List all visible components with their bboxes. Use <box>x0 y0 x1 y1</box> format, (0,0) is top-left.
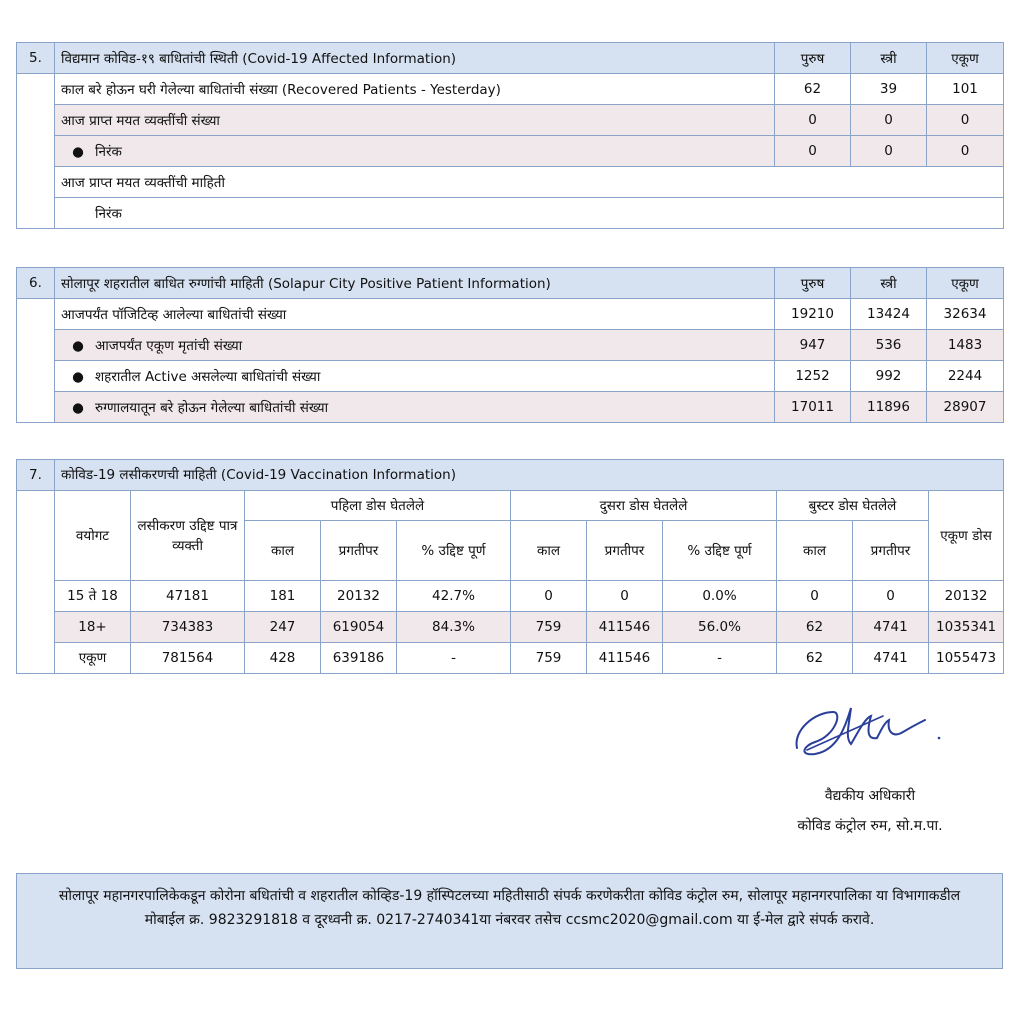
total-doses: 1035341 <box>929 612 1004 643</box>
col-progressive: प्रगतीपर <box>853 521 929 581</box>
col-total-doses: एकूण डोस <box>929 491 1004 581</box>
row-label: काल बरे होऊन घरी गेलेल्या बाधितांची संख्या (Recovered Patients - Yesterday) <box>55 74 775 105</box>
col-progressive: प्रगतीपर <box>321 521 397 581</box>
female-count: 11896 <box>851 392 927 423</box>
total-count: 1483 <box>927 330 1004 361</box>
row-label: रुग्णालयातून बरे होऊन गेलेल्या बाधितांची संख्या <box>95 400 329 416</box>
section-6-table <box>16 267 1004 423</box>
col-total: एकूण <box>927 43 1004 74</box>
table-row <box>17 167 1004 198</box>
dose2-percent: 0.0% <box>663 581 777 612</box>
col-percent: % उद्दिष्ट पूर्ण <box>397 521 511 581</box>
col-booster-dose: बुस्टर डोस घेतलेले <box>777 491 929 521</box>
section-title: कोविड-19 लसीकरणची माहिती (Covid-19 Vaccination Information) <box>55 460 1004 491</box>
total-doses: 20132 <box>929 581 1004 612</box>
total-count: 0 <box>927 105 1004 136</box>
table-row <box>17 105 1004 136</box>
header-row <box>17 491 1004 521</box>
dose2-progressive: 411546 <box>587 612 663 643</box>
total-count: 0 <box>927 136 1004 167</box>
section-5-header <box>17 43 1004 74</box>
table-row <box>17 299 1004 330</box>
dose2-yesterday: 759 <box>511 643 587 674</box>
table-row <box>17 330 1004 361</box>
dose2-percent: - <box>663 643 777 674</box>
dose1-progressive: 20132 <box>321 581 397 612</box>
table-row <box>17 74 1004 105</box>
total-count: 32634 <box>927 299 1004 330</box>
table-row <box>17 612 1004 643</box>
row-label: आजपर्यंत एकूण मृतांची संख्या <box>95 338 243 354</box>
booster-yesterday: 0 <box>777 581 853 612</box>
dose2-progressive: 411546 <box>587 643 663 674</box>
signatory-office: कोविड कंट्रोल रुम, सो.म.पा. <box>797 818 943 834</box>
row-label: आज प्राप्त मयत व्यक्तींची संख्या <box>55 105 775 136</box>
total-count: 2244 <box>927 361 1004 392</box>
male-count: 1252 <box>775 361 851 392</box>
col-total: एकूण <box>927 268 1004 299</box>
signatory-designation: वैद्यकीय अधिकारी <box>824 788 916 804</box>
col-percent: % उद्दिष्ट पूर्ण <box>663 521 777 581</box>
dose2-yesterday: 0 <box>511 581 587 612</box>
death-info-value: निरंक <box>55 198 1004 229</box>
col-female: स्त्री <box>851 43 927 74</box>
booster-progressive: 0 <box>853 581 929 612</box>
target: 47181 <box>131 581 245 612</box>
dose2-percent: 56.0% <box>663 612 777 643</box>
col-male: पुरुष <box>775 268 851 299</box>
dose2-yesterday: 759 <box>511 612 587 643</box>
col-yesterday: काल <box>777 521 853 581</box>
age-group: 15 ते 18 <box>55 581 131 612</box>
col-male: पुरुष <box>775 43 851 74</box>
col-age-group: वयोगट <box>55 491 131 581</box>
table-row <box>17 361 1004 392</box>
male-count: 19210 <box>775 299 851 330</box>
col-yesterday: काल <box>245 521 321 581</box>
bullet-icon: ● <box>72 338 84 354</box>
female-count: 39 <box>851 74 927 105</box>
booster-progressive: 4741 <box>853 612 929 643</box>
dose1-yesterday: 247 <box>245 612 321 643</box>
male-count: 62 <box>775 74 851 105</box>
section-number: 6. <box>17 268 55 299</box>
section-5-table <box>16 42 1004 229</box>
table-row <box>17 392 1004 423</box>
total-count: 101 <box>927 74 1004 105</box>
section-number: 7. <box>17 460 55 491</box>
female-count: 13424 <box>851 299 927 330</box>
female-count: 0 <box>851 105 927 136</box>
contact-footer: सोलापूर महानगरपालिकेकडून कोरोना बधितांची व शहरातील कोव्हिड-19 हॉस्पिटलच्या महितीसाठी संपर्क करणेकरीता कोविड कंट्रोल रुम, सोलापूर महानगरपालिका या विभागाकडील मोबाईल क्र. 9823291818 व दूरध्वनी क्र. 0217-2740341या नंबरवर तसेच ccsmc2020@gmail.com या ई-मेल द्वारे संपर्क करावे. <box>16 873 1003 969</box>
male-count: 17011 <box>775 392 851 423</box>
dose1-progressive: 639186 <box>321 643 397 674</box>
col-target: लसीकरण उद्दिष्ट पात्र व्यक्ती <box>131 491 245 581</box>
male-count: 0 <box>775 136 851 167</box>
female-count: 992 <box>851 361 927 392</box>
dose1-progressive: 619054 <box>321 612 397 643</box>
col-second-dose: दुसरा डोस घेतलेले <box>511 491 777 521</box>
signature <box>785 690 955 770</box>
dose1-percent: - <box>397 643 511 674</box>
male-count: 947 <box>775 330 851 361</box>
target: 734383 <box>131 612 245 643</box>
section-6-header <box>17 268 1004 299</box>
row-label: निरंक <box>95 144 122 160</box>
age-group: 18+ <box>55 612 131 643</box>
total-count: 28907 <box>927 392 1004 423</box>
bullet-icon: ● <box>72 369 84 385</box>
death-info-label: आज प्राप्त मयत व्यक्तींची माहिती <box>55 167 1004 198</box>
col-female: स्त्री <box>851 268 927 299</box>
table-row <box>17 136 1004 167</box>
female-count: 536 <box>851 330 927 361</box>
dose1-yesterday: 181 <box>245 581 321 612</box>
table-row <box>17 581 1004 612</box>
booster-yesterday: 62 <box>777 643 853 674</box>
total-doses: 1055473 <box>929 643 1004 674</box>
bullet-icon: ● <box>72 400 84 416</box>
col-first-dose: पहिला डोस घेतलेले <box>245 491 511 521</box>
row-label: आजपर्यंत पॉजिटिव्ह आलेल्या बाधितांची संख्या <box>55 299 775 330</box>
section-number: 5. <box>17 43 55 74</box>
dose1-percent: 84.3% <box>397 612 511 643</box>
col-progressive: प्रगतीपर <box>587 521 663 581</box>
section-7-table <box>16 459 1004 674</box>
col-yesterday: काल <box>511 521 587 581</box>
dose1-yesterday: 428 <box>245 643 321 674</box>
section-7-header <box>17 460 1004 491</box>
male-count: 0 <box>775 105 851 136</box>
dose1-percent: 42.7% <box>397 581 511 612</box>
row-label: शहरातील Active असलेल्या बाधितांची संख्या <box>95 369 321 385</box>
table-row <box>17 643 1004 674</box>
female-count: 0 <box>851 136 927 167</box>
booster-progressive: 4741 <box>853 643 929 674</box>
booster-yesterday: 62 <box>777 612 853 643</box>
section-title: विद्यमान कोविड-१९ बाधितांची स्थिती (Covid-19 Affected Information) <box>55 43 775 74</box>
table-row <box>17 198 1004 229</box>
section-title: सोलापूर शहरातील बाधित रुग्णांची माहिती (Solapur City Positive Patient Information) <box>55 268 775 299</box>
dose2-progressive: 0 <box>587 581 663 612</box>
age-group: एकूण <box>55 643 131 674</box>
target: 781564 <box>131 643 245 674</box>
bullet-icon: ● <box>72 144 84 160</box>
